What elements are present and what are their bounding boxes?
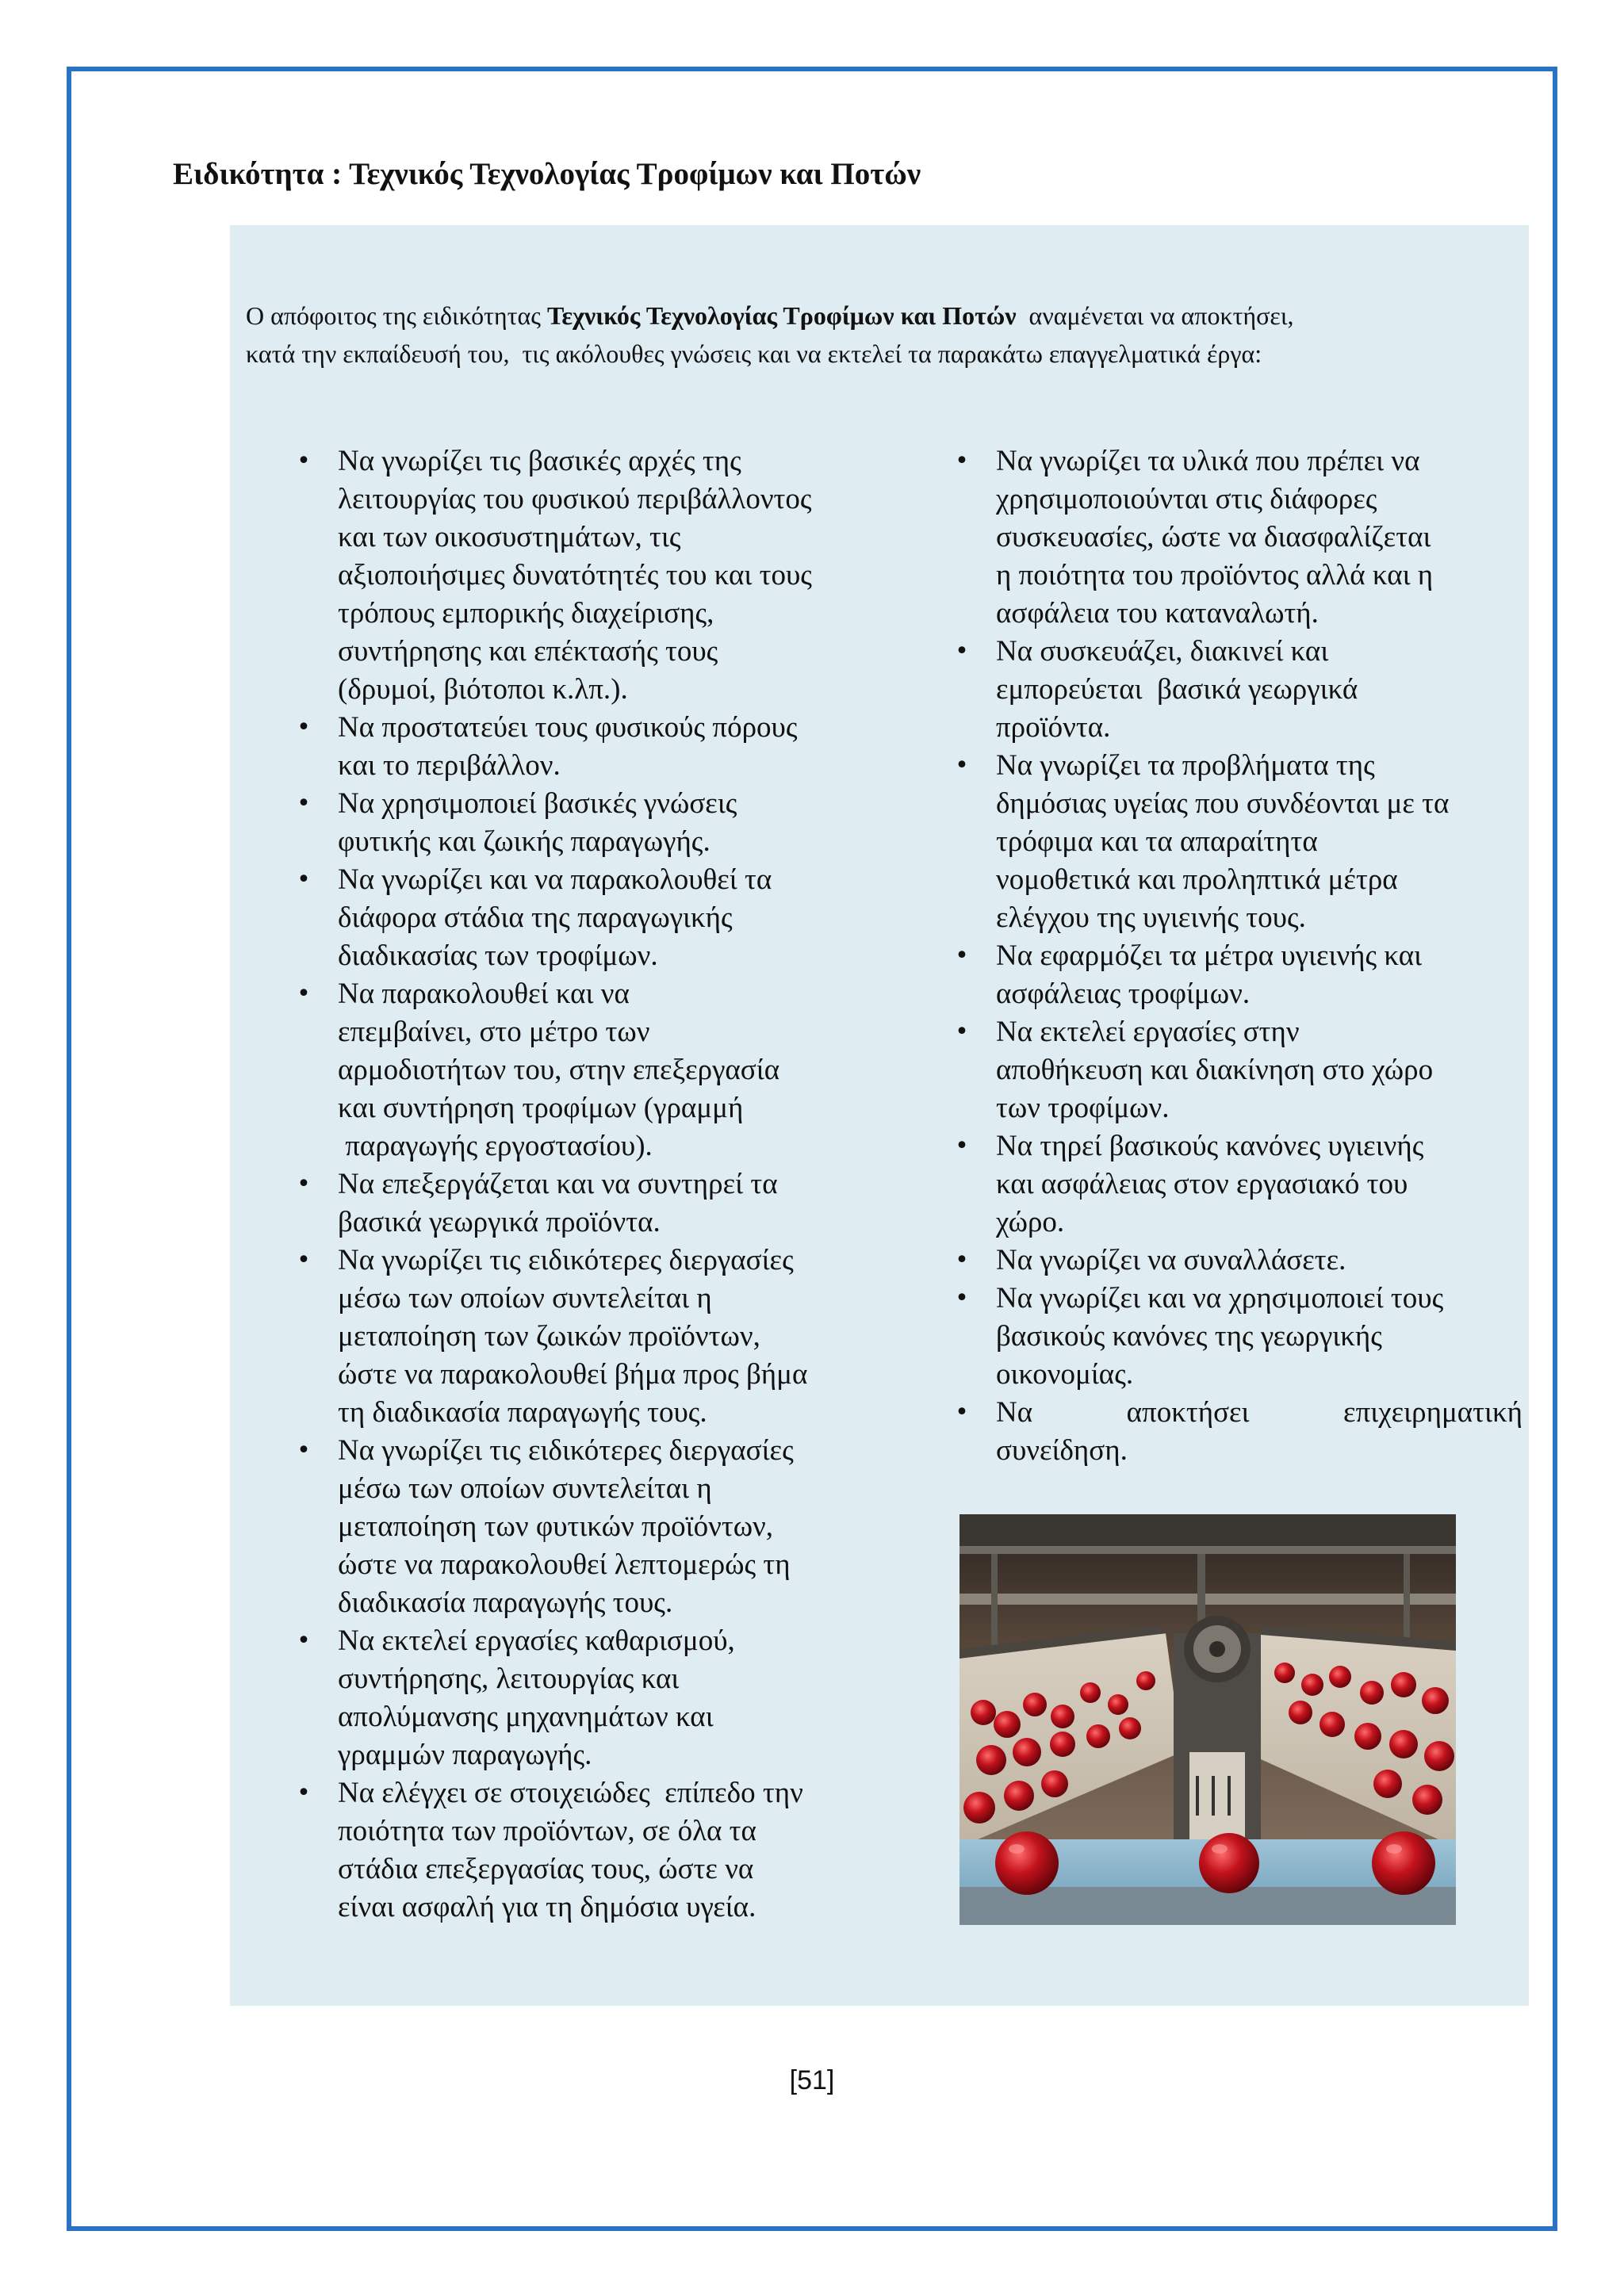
bullet-icon: • <box>955 1284 969 1312</box>
list-item-line: βασικούς κανόνες της γεωργικής <box>996 1320 1382 1353</box>
bullet-icon: • <box>955 1399 969 1426</box>
left-list-item <box>292 1242 894 1432</box>
left-list-item <box>292 1774 894 1927</box>
list-item-line: ώστε να παρακολουθεί βήμα προς βήμα <box>338 1358 808 1391</box>
list-item-line: βασικά γεωργικά προϊόντα. <box>338 1206 661 1238</box>
list-item-line: εμπορεύεται βασικά γεωργικά <box>996 673 1358 706</box>
list-item-line: Να παρακολουθεί και να <box>338 978 630 1010</box>
list-item-line: χώρο. <box>996 1206 1065 1238</box>
list-item-line: συσκευασίες, ώστε να διασφαλίζεται <box>996 521 1431 553</box>
intro-specialty-name: Τεχνικός Τεχνολογίας Τροφίμων και Ποτών <box>546 301 1017 330</box>
right-list-item <box>950 937 1522 1013</box>
list-item-line: οικονομίας. <box>996 1358 1134 1391</box>
list-item-line: προϊόντα. <box>996 711 1111 744</box>
bullet-icon: • <box>955 942 969 970</box>
left-list-item <box>292 861 894 975</box>
list-item-line: των τροφίμων. <box>996 1092 1170 1124</box>
list-item-line: Να εκτελεί εργασίες στην <box>996 1016 1300 1048</box>
bullet-icon: • <box>297 1779 311 1807</box>
list-item-line: Να τηρεί βασικούς κανόνες υγιεινής <box>996 1130 1424 1162</box>
bullet-icon: • <box>955 752 969 779</box>
list-item-line: συνείδηση. <box>996 1434 1128 1467</box>
list-item-line: διάφορα στάδια της παραγωγικής <box>338 901 733 934</box>
right-skills-list <box>950 442 1522 1470</box>
bullet-icon: • <box>297 866 311 894</box>
bullet-icon: • <box>297 1170 311 1198</box>
list-item-line: Να χρησιμοποιεί βασικές γνώσεις <box>338 787 737 820</box>
intro-text-start: Ο απόφοιτος της ειδικότητας <box>246 301 547 330</box>
list-item-line: αξιοποιήσιμες δυνατότητές του και τους <box>338 559 812 591</box>
bullet-icon: • <box>955 637 969 665</box>
left-list-item <box>292 1165 894 1242</box>
right-list-item <box>950 1127 1522 1242</box>
list-item-line: ασφάλειας τροφίμων. <box>996 978 1251 1010</box>
list-item-line: Να προστατεύει τους φυσικούς πόρους <box>338 711 798 744</box>
bullet-icon: • <box>297 447 311 475</box>
bullet-icon: • <box>297 714 311 741</box>
bullet-icon: • <box>297 1246 311 1274</box>
apple-processing-line-photo <box>959 1514 1456 1925</box>
list-item-line: Να εφαρμόζει τα μέτρα υγιεινής και <box>996 939 1423 972</box>
list-item-line: τρόφιμα και τα απαραίτητα <box>996 825 1318 858</box>
list-item-line: και συντήρηση τροφίμων (γραμμή <box>338 1092 744 1124</box>
bullet-icon: • <box>955 1018 969 1046</box>
list-item-line: συντήρησης, λειτουργίας και <box>338 1663 680 1695</box>
intro-text-line2: κατά την εκπαίδευσή του, τις ακόλουθες γνώσεις και να εκτελεί τα παρακάτω επαγγελματικά έργα: <box>246 339 1262 368</box>
list-item-line: τρόπους εμπορικής διαχείρισης, <box>338 597 714 629</box>
list-item-line: η ποιότητα του προϊόντος αλλά και η <box>996 559 1434 591</box>
page-title: Ειδικότητα : Τεχνικός Τεχνολογίας Τροφίμων και Ποτών <box>173 157 921 191</box>
list-item-line: Να ελέγχει σε στοιχειώδες επίπεδο την <box>338 1777 803 1809</box>
right-list-item <box>950 633 1522 747</box>
list-item-line: απολύμανσης μηχανημάτων και <box>338 1701 714 1733</box>
list-item-line: και των οικοσυστημάτων, τις <box>338 521 681 553</box>
list-item-line: μεταποίηση των φυτικών προϊόντων, <box>338 1510 774 1543</box>
right-list-item <box>950 1013 1522 1127</box>
list-item-line: δημόσιας υγείας που συνδέονται με τα <box>996 787 1450 820</box>
list-item-line: αρμοδιοτήτων του, στην επεξεργασία <box>338 1054 780 1086</box>
bullet-icon: • <box>297 1627 311 1655</box>
list-item-line: Να επεξεργάζεται και να συντηρεί τα <box>338 1168 778 1200</box>
list-item-line: μεταποίηση των ζωικών προϊόντων, <box>338 1320 760 1353</box>
list-item-line: Να γνωρίζει τα υλικά που πρέπει να <box>996 445 1420 477</box>
left-list-item <box>292 709 894 785</box>
left-list-item <box>292 1432 894 1622</box>
list-item-line: Να γνωρίζει και να χρησιμοποιεί τους <box>996 1282 1444 1314</box>
list-item-line: συντήρησης και επέκτασής τους <box>338 635 718 668</box>
list-item-line: Να γνωρίζει και να παρακολουθεί τα <box>338 863 772 896</box>
content-panel <box>230 225 1529 2006</box>
list-item-line: Να γνωρίζει τις ειδικότερες διεργασίες <box>338 1244 794 1276</box>
list-item-line: Να γνωρίζει τις βασικές αρχές της <box>338 445 741 477</box>
list-item-line: επεμβαίνει, στο μέτρο των <box>338 1016 650 1048</box>
bullet-icon: • <box>955 447 969 475</box>
list-item-line: ώστε να παρακολουθεί λεπτομερώς τη <box>338 1548 791 1581</box>
bullet-icon: • <box>297 1437 311 1464</box>
list-item-line: μέσω των οποίων συντελείται η <box>338 1472 712 1505</box>
right-list-item <box>950 442 1522 633</box>
list-item-line: φυτικής και ζωικής παραγωγής. <box>338 825 710 858</box>
list-item-line: ελέγχου της υγιεινής τους. <box>996 901 1306 934</box>
list-item-line: χρησιμοποιούνται στις διάφορες <box>996 483 1377 515</box>
bullet-icon: • <box>955 1132 969 1160</box>
left-list-item <box>292 442 894 709</box>
list-item-line: και ασφάλειας στον εργασιακό του <box>996 1168 1408 1200</box>
bullet-icon: • <box>297 790 311 817</box>
list-item-line: γραμμών παραγωγής. <box>338 1739 592 1771</box>
list-item-line: ασφάλεια του καταναλωτή. <box>996 597 1319 629</box>
intro-text-end: αναμένεται να αποκτήσει, <box>1016 301 1294 330</box>
list-item-line: νομοθετικά και προληπτικά μέτρα <box>996 863 1398 896</box>
list-item-line: ποιότητα των προϊόντων, σε όλα τα <box>338 1815 756 1847</box>
left-list-item <box>292 1622 894 1774</box>
list-item-line: διαδικασίας των τροφίμων. <box>338 939 658 972</box>
right-list-item <box>950 1242 1522 1280</box>
list-item-line: λειτουργίας του φυσικού περιβάλλοντος <box>338 483 812 515</box>
page-number: [51] <box>789 2065 835 2095</box>
list-item-line: στάδια επεξεργασίας τους, ώστε να <box>338 1853 754 1885</box>
list-item-line: τη διαδικασία παραγωγής τους. <box>338 1396 707 1429</box>
list-item-line: (δρυμοί, βιότοποι κ.λπ.). <box>338 673 628 706</box>
right-list-item <box>950 1280 1522 1394</box>
list-item-line: Να γνωρίζει να συναλλάσετε. <box>996 1244 1346 1276</box>
left-skills-list <box>292 442 894 1927</box>
list-item-line: αποθήκευση και διακίνηση στο χώρο <box>996 1054 1434 1086</box>
list-item-line: διαδικασία παραγωγής τους. <box>338 1586 673 1619</box>
right-list-item <box>950 747 1522 937</box>
list-item-line: Να γνωρίζει τα προβλήματα της <box>996 749 1375 782</box>
left-list-item <box>292 785 894 861</box>
bullet-icon: • <box>955 1246 969 1274</box>
list-item-line: μέσω των οποίων συντελείται η <box>338 1282 712 1314</box>
bullet-icon: • <box>297 980 311 1008</box>
list-item-line: Να συσκευάζει, διακινεί και <box>996 635 1329 668</box>
intro-paragraph <box>246 297 1515 373</box>
list-item-line: Να εκτελεί εργασίες καθαρισμού, <box>338 1624 735 1657</box>
list-item-line: είναι ασφαλή για τη δημόσια υγεία. <box>338 1891 756 1923</box>
list-item-line: Να αποκτήσει επιχειρηματική <box>996 1396 1522 1429</box>
list-item-line: παραγωγής εργοστασίου). <box>338 1130 653 1162</box>
list-item-line: Να γνωρίζει τις ειδικότερες διεργασίες <box>338 1434 794 1467</box>
right-list-item <box>950 1394 1522 1470</box>
list-item-line: και το περιβάλλον. <box>338 749 561 782</box>
left-list-item <box>292 975 894 1165</box>
